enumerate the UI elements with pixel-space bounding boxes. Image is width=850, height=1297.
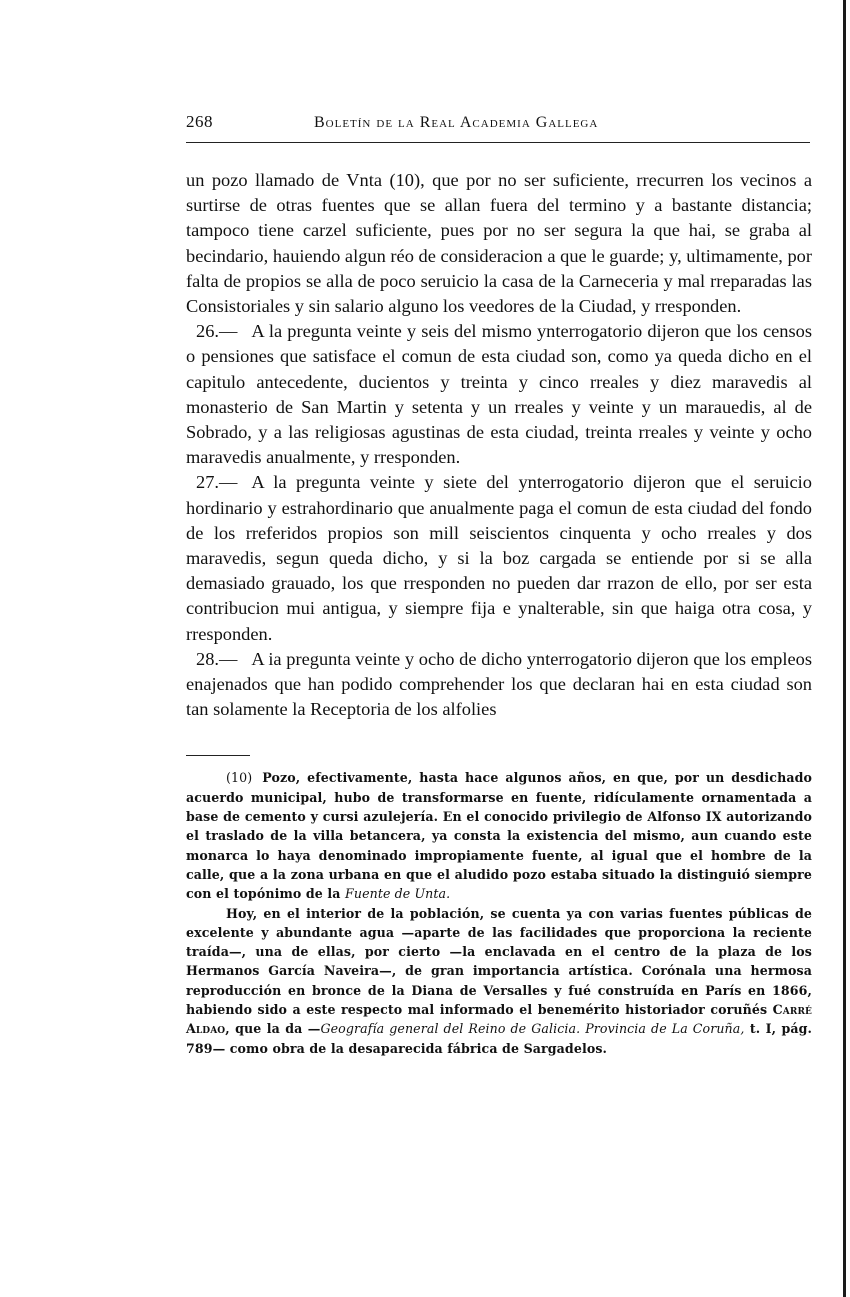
item-text: A la pregunta veinte y seis del mismo ynterrogatorio dijeron que los censos o pensiones que satisface el comun de esta ciudad son, como ya queda dicho en el capitulo antecedente, ducientos y treinta y cinco rreales y diez maravedis al monasterio de San Martin y setenta y un rreales y veinte y un marauedis, al de Sobrado, y a las religiosas agustinas de esta ciudad, treinta rreales y veinte y ocho maravedis anualmente, y rresponden. [186, 321, 812, 468]
footnote-text: , que la da — [225, 1021, 321, 1037]
item-text: A la pregunta veinte y siete del ynterrogatorio dijeron que el seruicio hordinario y estrahordinario que anualmente paga el comun de esta ciudad del fondo de los rreferidos propios son mill seiscientos cinquenta y ocho rreales y dos maravedis, segun queda dicho, y si la boz cargada se entiende por si se alla demasiado grauado, los que rresponden no pueden dar rrazon de ello, por ser esta contribucion mui antigua, y siempre fija e ynalterable, sin que haiga otra cosa, y rresponden. [186, 472, 812, 644]
book-page [186, 112, 812, 1058]
footnote-10-paragraph-1 [186, 768, 812, 903]
page-number: 268 [186, 112, 213, 131]
footnote-text: Pozo, efectivamente, hasta hace algunos años, en que, por un desdichado acuerdo municipal, hubo de transformarse en fuente, ridículamente ornamentada a base de cemento y cursi azulejería. En el conocido privilegio de Alfonso IX autorizando el traslado de la villa betancera, ya consta la existencia del mismo, aun cuando este monarca lo haya denominado impropiamente fuente, al igual que el hombre de la calle, que a la zona urbana en que el aludido pozo estaba situado la distinguió siempre con el topónimo de la [186, 770, 812, 902]
main-text [186, 168, 812, 722]
item-27 [186, 470, 812, 646]
item-number: 28.— [196, 648, 238, 669]
footnote-italic-place: Fuente de Unta. [345, 886, 451, 902]
running-head [186, 112, 812, 138]
footnote-text: t. I, pág. 789— como obra de la desaparecida fábrica de Sargadelos. [186, 1021, 813, 1056]
footnote-rule [186, 755, 250, 756]
footnotes [186, 768, 812, 1057]
journal-title: Boletín de la Real Academia Gallega [314, 114, 599, 131]
page-edge-border [843, 0, 846, 1297]
footnote-text: Hoy, en el interior de la población, se cuenta ya con varias fuentes públicas de excelente y abundante agua —aparte de las facilidades que proporciona la reciente traída—, una de ellas, por cierto —la enclavada en el centro de la plaza de los Hermanos García Naveira—, de gran importancia artística. Corónala una hermosa reproducción en bronce de la Diana de Versalles y fué construída en París en 1866, habiendo sido a este respecto mal informado el benemérito historiador coruñés [186, 905, 812, 1018]
item-number: 26.— [196, 321, 238, 342]
item-number: 27.— [196, 472, 238, 493]
footnote-author: Carré Aldao [186, 1002, 812, 1037]
item-26 [186, 319, 812, 470]
header-rule [186, 142, 810, 143]
footnote-10-paragraph-2 [186, 904, 812, 1058]
item-text: A ia pregunta veinte y ocho de dicho ynterrogatorio dijeron que los empleos enajenados que han podido comprehender los que declaran hai en esta ciudad son tan solamente la Receptoria de los alfolies [186, 648, 812, 720]
intro-paragraph: un pozo llamado de Vnta (10), que por no ser suficiente, rrecurren los vecinos a surtirse de otras fuentes que se allan fuera del termino y a bastante distancia; tampoco tiene carzel suficiente, pues por no ser segura la que hai, se graba al becindario, hauiendo algun réo de consideracion a que le guarde; y, ultimamente, por falta de propios se alla de poco seruicio la casa de la Carneceria y mal rreparadas las Consistoriales y sin salario alguno los veedores de la Ciudad, y rresponden. [186, 170, 812, 317]
footnote-number: (10) [226, 770, 253, 786]
footnote-citation-title: Geografía general del Reino de Galicia. Provincia de La Coruña, [320, 1021, 745, 1037]
item-28 [186, 647, 812, 723]
